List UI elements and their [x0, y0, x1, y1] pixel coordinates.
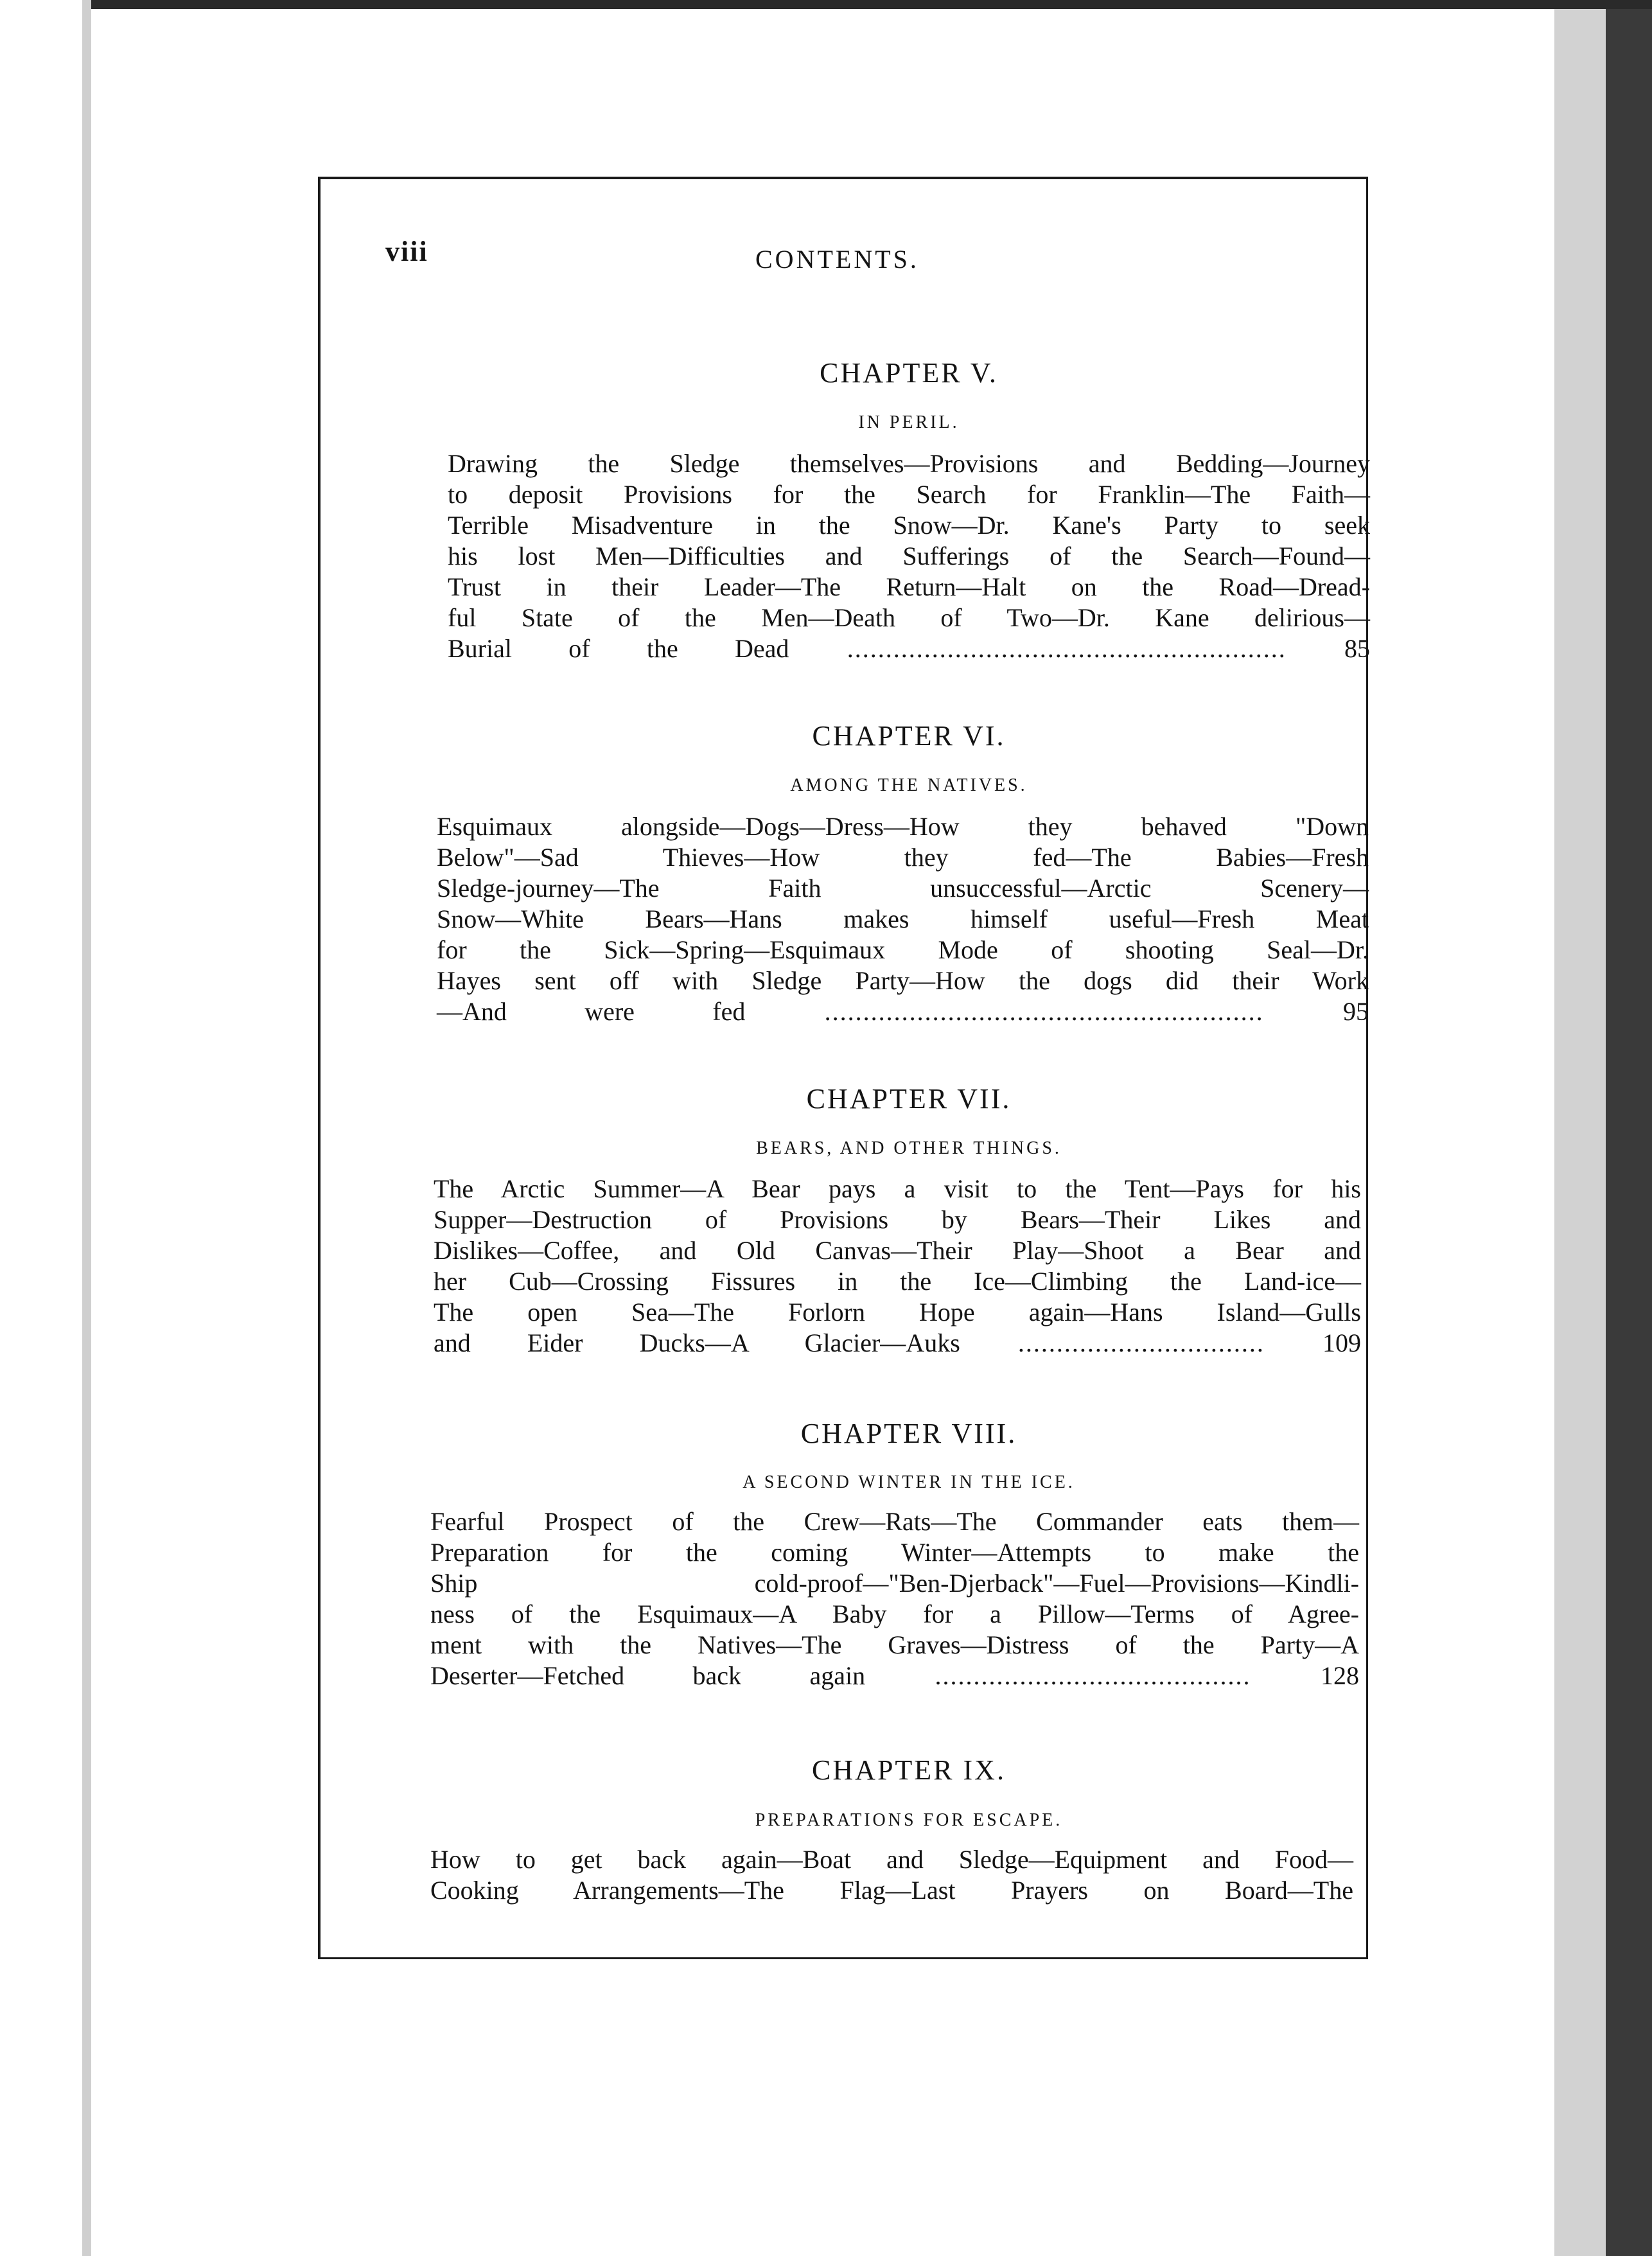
chapter-9-subtitle: PREPARATIONS FOR ESCAPE. — [755, 1810, 1063, 1830]
entry-line: Fearful Prospect of the Crew—Rats—The Commander eats them— — [430, 1507, 1359, 1536]
page-ref: 128 — [1321, 1661, 1359, 1690]
entry-last-line-text: —And were fed — [437, 997, 746, 1026]
entry-line: The open Sea—The Forlorn Hope again—Hans Island—Gulls — [434, 1298, 1361, 1326]
entry-line: Below"—Sad Thieves—How they fed—The Babies—Fresh — [437, 843, 1369, 872]
page-ref: 85 — [1344, 634, 1371, 663]
chapter-7-subtitle: BEARS, AND OTHER THINGS. — [756, 1138, 1062, 1158]
chapter-6-entry — [376, 811, 1369, 1027]
chapter-9-entry — [369, 1844, 1353, 1906]
page-border — [318, 177, 1371, 1959]
entry-line: Supper—Destruction of Provisions by Bears—Their Likes and — [434, 1205, 1361, 1234]
chapter-5-subtitle: IN PERIL. — [858, 412, 960, 432]
running-title: CONTENTS. — [755, 245, 919, 274]
entry-line: her Cub—Crossing Fissures in the Ice—Climbing the Land-ice— — [434, 1267, 1361, 1296]
entry-line: Ship cold-proof—"Ben-Djerback"—Fuel—Provisions—Kindli- — [430, 1569, 1359, 1598]
entry-line: Sledge-journey—The Faith unsuccessful—Arctic Scenery— — [437, 874, 1369, 903]
entry-line: ness of the Esquimaux—A Baby for a Pillow—Terms of Agree- — [430, 1599, 1359, 1628]
entry-line: Trust in their Leader—The Return—Halt on the Road—Dread- — [448, 572, 1370, 601]
entry-last-line-text: Deserter—Fetched back again — [430, 1661, 866, 1690]
entry-line: How to get back again—Boat and Sledge—Equipment and Food— — [430, 1845, 1353, 1874]
chapter-8-title: CHAPTER VIII. — [800, 1418, 1017, 1449]
leader-dots: ......................................................... — [789, 634, 1345, 663]
entry-line: Hayes sent off with Sledge Party—How the dogs did their Work — [437, 966, 1369, 995]
entry-last-line — [448, 633, 1370, 664]
entry-last-line — [434, 1328, 1361, 1359]
entry-line: Terrible Misadventure in the Snow—Dr. Kane's Party to seek — [448, 511, 1370, 540]
entry-line: Snow—White Bears—Hans makes himself useful—Fresh Meat — [437, 904, 1369, 933]
leader-dots: ......................................................... — [745, 997, 1343, 1026]
chapter-8-subtitle: A SECOND WINTER IN THE ICE. — [743, 1472, 1075, 1492]
page-ref: 109 — [1322, 1328, 1361, 1357]
entry-line: to deposit Provisions for the Search for Franklin—The Faith— — [448, 480, 1370, 509]
entry-line: for the Sick—Spring—Esquimaux Mode of shooting Seal—Dr. — [437, 935, 1369, 964]
chapter-5-entry — [387, 448, 1370, 664]
page-ref: 95 — [1343, 997, 1369, 1026]
chapter-7-title: CHAPTER VII. — [806, 1083, 1012, 1115]
scan-top-edge — [83, 0, 1652, 9]
chapter-5-title: CHAPTER V. — [820, 357, 998, 389]
entry-line: ful State of the Men—Death of Two—Dr. Kane delirious— — [448, 603, 1370, 632]
entry-line: Dislikes—Coffee, and Old Canvas—Their Play—Shoot a Bear and — [434, 1236, 1361, 1265]
entry-line: Cooking Arrangements—The Flag—Last Prayers on Board—The — [430, 1876, 1353, 1905]
leader-dots: ................................ — [960, 1328, 1322, 1357]
entry-last-line-text: Burial of the Dead — [448, 634, 789, 663]
entry-line: Preparation for the coming Winter—Attempts to make the — [430, 1538, 1359, 1567]
entry-line: The Arctic Summer—A Bear pays a visit to the Tent—Pays for his — [434, 1174, 1361, 1203]
leader-dots: ......................................... — [865, 1661, 1321, 1690]
chapter-8-entry — [369, 1506, 1359, 1691]
chapter-7-entry — [373, 1174, 1361, 1359]
chapter-6-title: CHAPTER VI. — [812, 720, 1006, 752]
entry-line: Esquimaux alongside—Dogs—Dress—How they behaved "Down — [437, 812, 1369, 841]
chapter-6-subtitle: AMONG THE NATIVES. — [790, 775, 1028, 795]
page-number: viii — [385, 236, 428, 267]
entry-last-line-text: and Eider Ducks—A Glacier—Auks — [434, 1328, 960, 1357]
entry-last-line — [430, 1661, 1359, 1691]
entry-line: ment with the Natives—The Graves—Distress of the Party—A — [430, 1630, 1359, 1659]
scan-right-edge — [1606, 9, 1652, 2256]
chapter-9-title: CHAPTER IX. — [812, 1754, 1006, 1786]
entry-last-line — [437, 996, 1369, 1027]
entry-line: Drawing the Sledge themselves—Provisions and Bedding—Journey — [448, 449, 1370, 478]
scan-left-edge — [82, 0, 91, 2256]
entry-line: his lost Men—Difficulties and Sufferings of the Search—Found— — [448, 542, 1370, 570]
